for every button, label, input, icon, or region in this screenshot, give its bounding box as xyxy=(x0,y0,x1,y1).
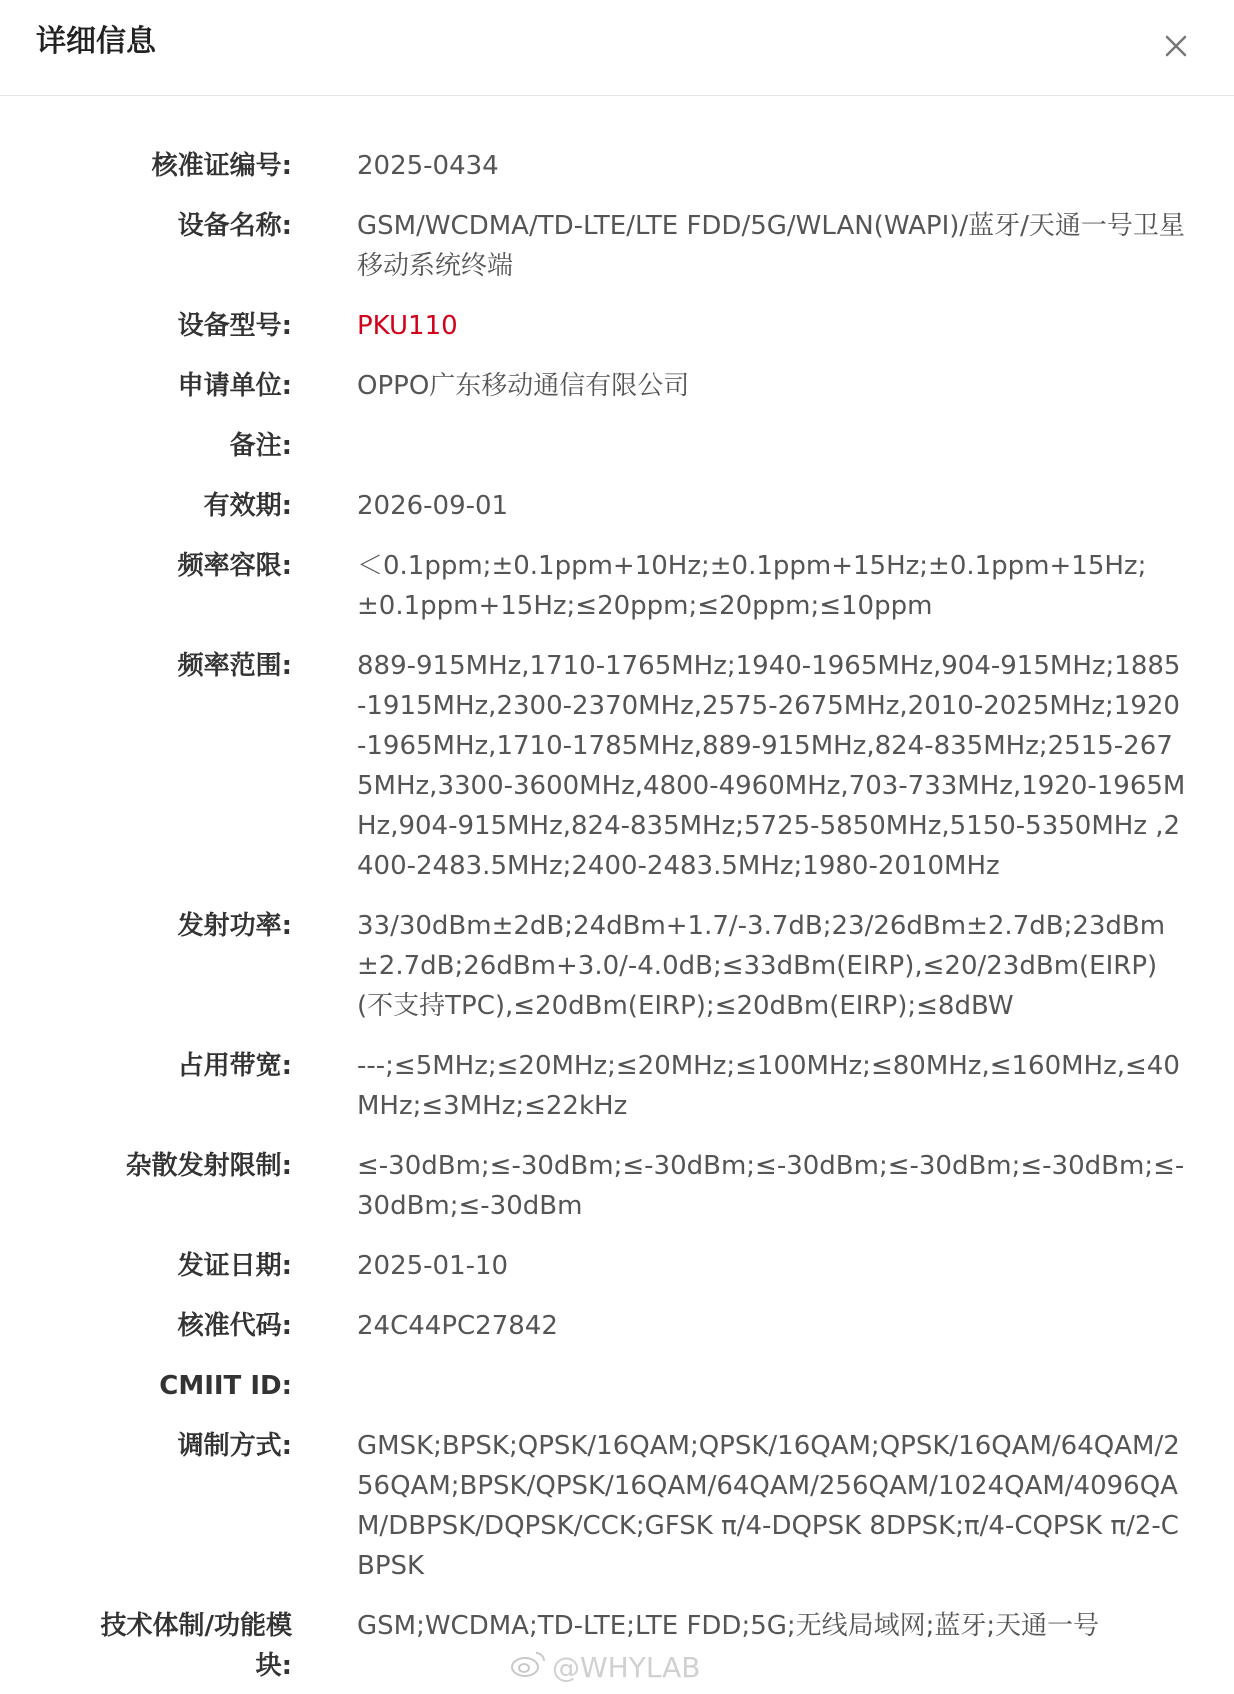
close-button[interactable] xyxy=(1156,26,1196,66)
field-label: 调制方式: xyxy=(177,1431,292,1461)
field-label: 有效期: xyxy=(203,491,292,521)
watermark-text: @WHYLAB xyxy=(552,1651,701,1684)
field-label: 申请单位: xyxy=(177,371,292,401)
field-value: 24C44PC27842 xyxy=(357,1311,558,1341)
field-value: ＜0.1ppm;±0.1ppm+10Hz;±0.1ppm+15Hz;±0.1ppm+15Hz;±0.1ppm+15Hz;≤20ppm;≤20ppm;≤10ppm xyxy=(357,551,1147,621)
field-value: GMSK;BPSK;QPSK/16QAM;QPSK/16QAM;QPSK/16QAM/64QAM/256QAM;BPSK/QPSK/16QAM/64QAM/256QAM/1024QAM/4096QAM/DBPSK/DQPSK/CCK;GFSK π/4-DQPSK 8DPSK;π/4-CQPSK π/2-CBPSK xyxy=(357,1431,1180,1581)
dialog-header xyxy=(0,0,1234,96)
field-value: GSM;WCDMA;TD-LTE;LTE FDD;5G;无线局域网;蓝牙;天通一号 xyxy=(357,1611,1100,1641)
watermark xyxy=(510,1648,700,1688)
field-label: 杂散发射限制: xyxy=(125,1151,292,1181)
dialog-title: 详细信息 xyxy=(36,24,156,59)
field-label: 设备名称: xyxy=(177,211,292,241)
field-value: OPPO广东移动通信有限公司 xyxy=(357,371,690,401)
field-label: 核准证编号: xyxy=(151,151,292,181)
field-label: 占用带宽: xyxy=(177,1051,292,1081)
field-value: 2025-01-10 xyxy=(357,1251,509,1281)
field-label: CMIIT ID: xyxy=(159,1371,292,1401)
field-label: 核准代码: xyxy=(177,1311,292,1341)
field-label: 发射功率: xyxy=(177,911,292,941)
close-icon xyxy=(1156,26,1196,66)
field-value: 889-915MHz,1710-1765MHz;1940-1965MHz,904-915MHz;1885-1915MHz,2300-2370MHz,2575-2675MHz,2010-2025MHz;1920-1965MHz,1710-1785MHz,889-915MHz,824-835MHz;2515-2675MHz,3300-3600MHz,4800-4960MHz,703-733MHz,1920-1965MHz,904-915MHz,824-835MHz;5725-5850MHz,5150-5350MHz ,2400-2483.5MHz;2400-2483.5MHz;1980-2010MHz xyxy=(357,651,1186,881)
field-value: 2025-0434 xyxy=(357,151,499,181)
field-value: 33/30dBm±2dB;24dBm+1.7/-3.7dB;23/26dBm±2.7dB;23dBm±2.7dB;26dBm+3.0/-4.0dB;≤33dBm(EIRP),≤20/23dBm(EIRP)(不支持TPC),≤20dBm(EIRP);≤20dBm(EIRP);≤8dBW xyxy=(357,911,1166,1021)
device-model-link[interactable]: PKU110 xyxy=(357,311,458,341)
field-label: 备注: xyxy=(229,431,292,461)
field-label: 技术体制/功能模块: xyxy=(100,1611,292,1681)
field-label: 频率范围: xyxy=(177,651,292,681)
field-label: 设备型号: xyxy=(177,311,292,341)
field-value: ---;≤5MHz;≤20MHz;≤20MHz;≤100MHz;≤80MHz,≤160MHz,≤40MHz;≤3MHz;≤22kHz xyxy=(357,1051,1180,1121)
field-value: ≤-30dBm;≤-30dBm;≤-30dBm;≤-30dBm;≤-30dBm;≤-30dBm;≤-30dBm;≤-30dBm xyxy=(357,1151,1185,1221)
field-label: 频率容限: xyxy=(177,551,292,581)
field-label: 发证日期: xyxy=(177,1251,292,1281)
field-value: 2026-09-01 xyxy=(357,491,509,521)
weibo-icon xyxy=(510,1649,546,1690)
field-value: GSM/WCDMA/TD-LTE/LTE FDD/5G/WLAN(WAPI)/蓝牙/天通一号卫星移动系统终端 xyxy=(357,211,1185,281)
